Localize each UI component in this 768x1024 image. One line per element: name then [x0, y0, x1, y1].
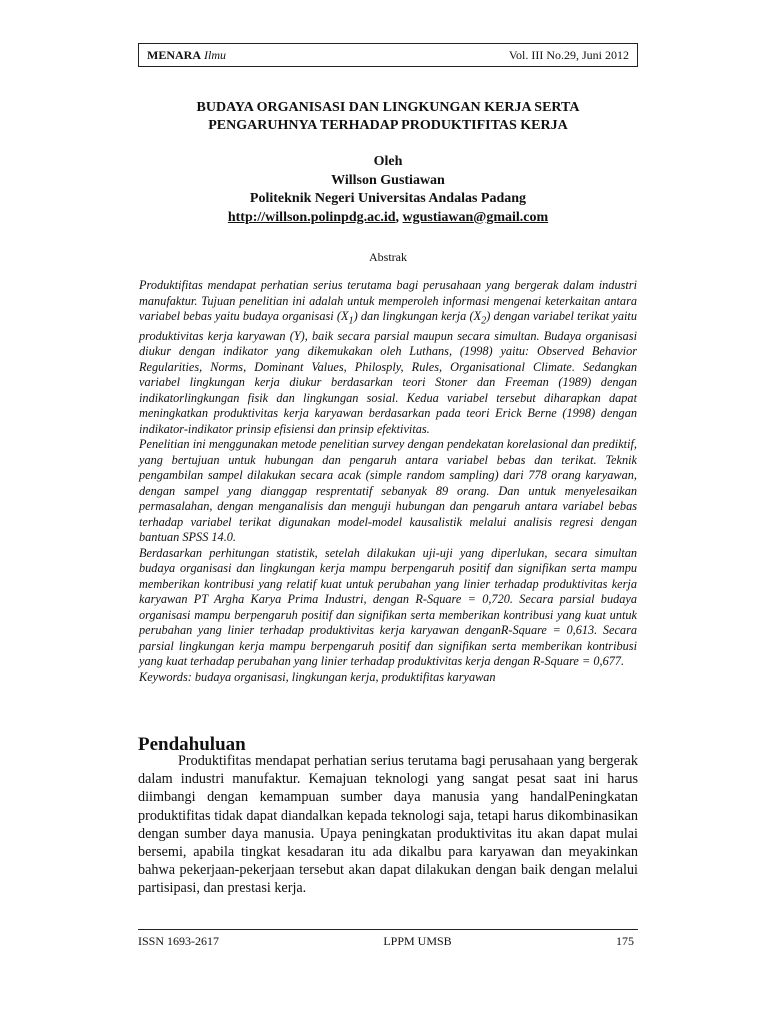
abstract-paragraph-1 [139, 278, 637, 437]
subscript-1: 1 [348, 315, 354, 327]
footer-divider [138, 929, 638, 930]
section-body-paragraph: Produktifitas mendapat perhatian serius terutama bagi perusahaan yang bergerak dalam industri manufaktur. Kemajuan teknologi yang sangat pesat saat ini harus diimbangi dengan kemampuan sumber daya manusia yang handalPeningkatan produktifitas tidak dapat diandalkan kepada teknologi saja, tetapi harus dikombinasikan dengan sumber daya manusia. Upaya peningkatan produktivitas itu akan dapat mulai bersemi, apabila tingkat kesadaran itu ada dikalbu para karyawan dan meyakinkan bahwa pekerjaan-pekerjaan tersebut akan dapat dilakukan dengan baik dengan melalui partisipasi, dan prestasi kerja. [138, 753, 638, 897]
contact-separator: , [395, 209, 403, 225]
abstract-body [139, 278, 637, 685]
abstract-p1-part-b: ) dan lingkungan kerja (X [353, 309, 482, 323]
journal-name-italic: Ilmu [204, 47, 226, 62]
page-footer [138, 934, 634, 949]
byline [138, 153, 638, 227]
paper-title [138, 99, 638, 135]
footer-issn: ISSN 1693-2617 [138, 934, 220, 948]
author-name: Willson Gustiawan [331, 172, 445, 188]
volume-info: Vol. III No.29, Juni 2012 [508, 47, 629, 62]
subscript-2: 2 [481, 315, 487, 327]
website-link[interactable]: http://willson.polinpdg.ac.id [227, 209, 396, 225]
journal-name-bold: MENARA [147, 47, 201, 62]
abstract-paragraph-3: Berdasarkan perhitungan statistik, setelah dilakukan uji-uji yang diperlukan, secara simultan budaya organisasi dan lingkungan kerja mampu berpengaruh positif dan signifikan serta mampu memberikan kontribusi yang relatif kuat untuk perubahan yang linier terhadap produktivitas kerja karyawan PT Argha Karya Prima Industri, dengan R-Square = 0,720. Secara parsial budaya organisasi mampu berpengaruh positif dan signifikan serta memberikan kontribusi yang kuat untuk perubahan yang linier terhadap produktivitas kerja karyawan denganR-Square = 0,613. Secara parsial lingkungan kerja mampu berpengaruh positif dan signifikan serta memberikan kontribusi yang kuat terhadap perubahan yang linier terhadap produktivitas kerja dengan R-Square = 0,677. [139, 545, 637, 669]
footer-publisher: LPPM UMSB [383, 934, 452, 948]
author-contact [138, 209, 638, 228]
page-number: 175 [615, 934, 634, 948]
abstract-keywords: Keywords: budaya organisasi, lingkungan kerja, produktifitas karyawan [139, 669, 496, 684]
email-link[interactable]: wgustiawan@gmail.com [402, 209, 549, 225]
journal-name [147, 48, 226, 63]
running-header [138, 43, 638, 67]
title-line-2: PENGARUHNYA TERHADAP PRODUKTIFITAS KERJA [208, 118, 568, 133]
title-line-1: BUDAYA ORGANISASI DAN LINGKUNGAN KERJA SERTA [196, 100, 580, 115]
abstract-p1-part-a: Produktifitas mendapat perhatian serius terutama bagi perusahaan yang bergerak dalam industri manufaktur. Tujuan penelitian ini adalah untuk memperoleh informasi mengenai keterkaitan antara variabel bebas yaitu budaya organisasi (X [139, 278, 637, 323]
abstract-paragraph-2: Penelitian ini menggunakan metode penelitian survey dengan pendekatan korelasional dan prediktif, yang bertujuan untuk hubungan dan pengaruh antara variabel bebas dan terikat. Teknik pengambilan sampel dilakukan secara acak (simple random sampling) dari 778 orang karyawan, dengan sampel yang dianggap resprentatif sebanyak 89 orang. Dan untuk menyelesaikan permasalahan, dengan menganalisis dan menguji hubungan dan pengaruh antara variabel bebas terhadap variabel terikat digunakan model-model kausalistik melalui analisis regresi dengan bantuan SPSS 14.0. [139, 437, 637, 545]
byline-oleh: Oleh [373, 154, 403, 169]
section-heading-pendahuluan: Pendahuluan [138, 734, 246, 755]
abstract-p1-part-c: ) dengan variabel terikat yaitu produktivitas kerja karyawan (Y), baik secara parsial maupun secara simultan. Budaya organisasi diukur dengan indikator yang dikemukakan oleh Luthans, (1998) yaitu: Observed Behavior Regularities, Norms, Dominant Values, Philosply, Rules, Organisational Climate. Sedangkan variabel lingkungan kerja diukur berdasarkan teori Stoner dan Freeman (1989) dengan indikatorlingkungan fisik dan lingkungan sosial. Kedua variabel tersebut diharapkan dapat meningkatkan produktivitas kerja karyawan berdasarkan pada teori Erick Berne (1998) dengan indikator-indikator prinsip efisiensi dan prinsip efektivitas. [139, 309, 637, 436]
author-affiliation: Politeknik Negeri Universitas Andalas Padang [249, 191, 527, 206]
abstract-heading: Abstrak [369, 250, 407, 264]
